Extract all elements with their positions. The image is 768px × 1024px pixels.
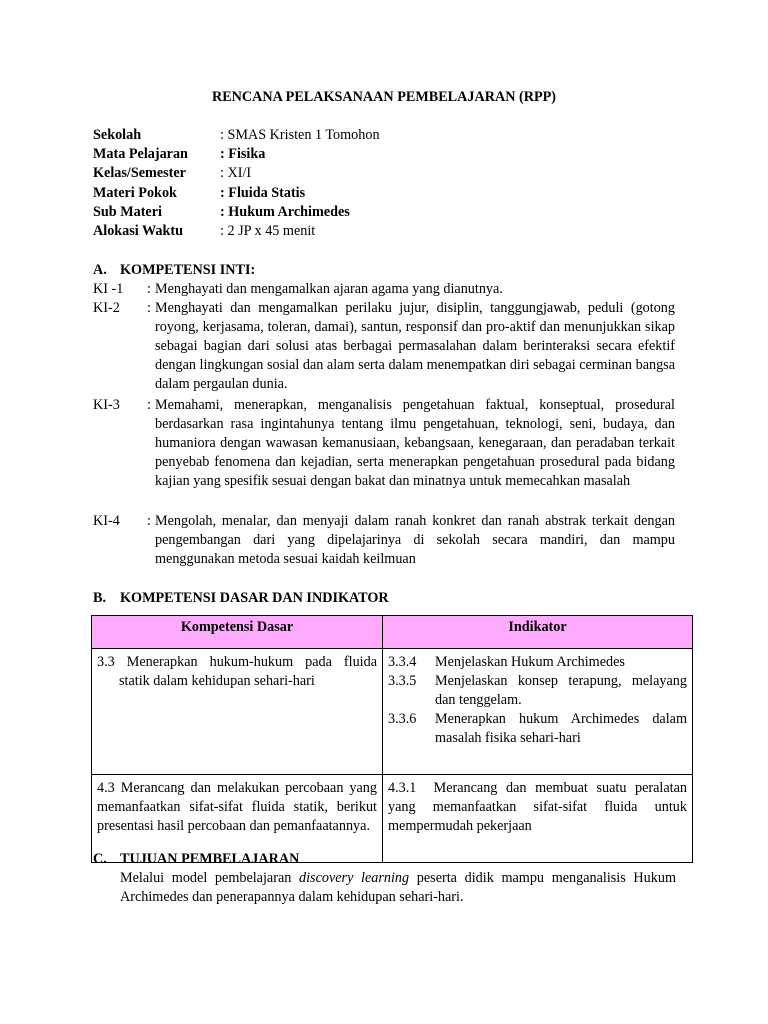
identity-row-kelas-semester	[93, 164, 380, 183]
indicator-item	[388, 653, 687, 672]
indicator-number: 4.3.1	[388, 780, 417, 796]
indicator-text	[388, 779, 687, 836]
ki-colon: :	[147, 397, 151, 413]
section-letter: A.	[93, 262, 107, 278]
ki-code: KI-3	[93, 397, 120, 413]
ki-colon: :	[147, 300, 151, 316]
table-header-indikator: Indikator	[383, 616, 693, 649]
indicator-text: Menerapkan hukum Archimedes dalam masalah fisika sehari-hari	[435, 711, 687, 746]
kd-cell	[92, 649, 383, 775]
ki-text: Mengolah, menalar, dan menyaji dalam ranah konkret dan ranah abstrak terkait dengan pengembangan dari yang dipelajarinya di sekolah secara mandiri, dan mampu menggunakan metoda sesuai kaidah keilmuan	[155, 513, 675, 567]
section-a-heading	[93, 261, 255, 280]
section-letter: B.	[93, 590, 107, 606]
ki-text: Menghayati dan mengamalkan perilaku jujur, disiplin, tanggungjawab, peduli (gotong royong, kerjasama, toleran, damai), santun, responsif dan pro-aktif dan menunjukkan sikap sebagai bagian dari solusi atas berbagai permasalahan dalam berinteraksi secara efektif dengan lingkungan sosial dan alam serta dalam menempatkan diri sebagai cerminan bangsa dalam pergaulan dunia.	[155, 300, 675, 392]
table-header-kompetensi-dasar: Kompetensi Dasar	[92, 616, 383, 649]
indicator-cell	[383, 649, 693, 775]
identity-label: Alokasi Waktu	[93, 222, 184, 239]
tujuan-paragraph	[120, 869, 676, 907]
identity-row-materi-pokok	[93, 184, 380, 203]
section-title: KOMPETENSI DASAR DAN INDIKATOR	[120, 590, 389, 606]
identity-value: : Fluida Statis	[220, 184, 306, 201]
ki-item-2	[93, 299, 675, 394]
document-title: RENCANA PELAKSANAAN PEMBELAJARAN (RPP)	[211, 89, 557, 105]
indicator-text: Menjelaskan Hukum Archimedes	[435, 654, 625, 670]
section-b-heading	[93, 589, 389, 608]
ki-code: KI-4	[93, 513, 120, 529]
ki-item-1	[93, 280, 675, 299]
indicator-item	[388, 710, 687, 748]
kd-text: 3.3 Menerapkan hukum-hukum pada fluida statik dalam kehidupan sehari-hari	[97, 654, 377, 689]
section-title: KOMPETENSI INTI:	[120, 262, 256, 278]
identity-row-alokasi-waktu	[93, 222, 380, 241]
identity-value: : SMAS Kristen 1 Tomohon	[220, 127, 380, 143]
identity-label: Sekolah	[93, 127, 142, 143]
section-letter: C.	[93, 851, 107, 867]
tujuan-text-italic: discovery learning	[299, 870, 410, 886]
kompetensi-table	[91, 615, 693, 863]
table-row	[92, 649, 693, 775]
identity-row-sekolah	[93, 126, 380, 145]
ki-text: Memahami, menerapkan, menganalisis pengetahuan faktual, konseptual, prosedural berdasarkan rasa ingintahunya tentang ilmu pengetahuan, teknologi, seni, budaya, dan humaniora dengan wawasan kemanusiaan, kebangsaan, kenegaraan, dan peradaban terkait penyebab fenomena dan kejadian, serta menerapkan pengetahuan prosedural pada bidang kajian yang spesifik sesuai dengan bakat dan minatnya untuk memecahkan masalah	[155, 397, 675, 489]
table-header-row	[92, 616, 693, 649]
indicator-item	[388, 779, 687, 836]
indicator-text: Menjelaskan konsep terapung, melayang dan tenggelam.	[435, 673, 687, 708]
indicator-number: 3.3.4	[388, 654, 417, 670]
indicator-number: 3.3.6	[388, 711, 417, 727]
identity-label: Mata Pelajaran	[93, 146, 188, 163]
identity-row-sub-materi	[93, 203, 380, 222]
identity-value: : XI/I	[220, 165, 252, 182]
tujuan-text-after: peserta didik mampu menganalisis Hukum Archimedes dan penerapannya dalam kehidupan sehari-hari.	[120, 870, 676, 905]
ki-code: KI-2	[93, 300, 120, 316]
indicator-cell	[383, 775, 693, 863]
identity-label: Materi Pokok	[93, 184, 177, 201]
ki-code: KI -1	[93, 281, 124, 297]
ki-colon: :	[147, 281, 151, 297]
identity-value: : Hukum Archimedes	[220, 203, 350, 220]
section-title: TUJUAN PEMBELAJARAN	[120, 851, 300, 867]
identity-block	[93, 126, 380, 241]
identity-value: : 2 JP x 45 menit	[220, 222, 316, 239]
ki-text: Menghayati dan mengamalkan ajaran agama yang dianutnya.	[155, 281, 503, 297]
indicator-number: 3.3.5	[388, 673, 417, 689]
ki-item-3	[93, 396, 675, 491]
ki-colon: :	[147, 513, 151, 529]
identity-value: : Fisika	[220, 146, 266, 163]
identity-label: Kelas/Semester	[93, 165, 186, 182]
identity-label: Sub Materi	[93, 203, 162, 220]
indicator-item	[388, 672, 687, 710]
ki-item-4	[93, 512, 675, 569]
indicator-text-content: Merancang dan membuat suatu peralatan yang memanfaatkan sifat-sifat fluida untuk mempermudah pekerjaan	[388, 780, 687, 834]
identity-row-mata-pelajaran	[93, 145, 380, 164]
kd-text: 4.3 Merancang dan melakukan percobaan yang memanfaatkan sifat-sifat fluida statik, berikut presentasi hasil percobaan dan pemanfaatannya.	[97, 780, 377, 834]
section-c-heading	[93, 850, 299, 869]
tujuan-text-before: Melalui model pembelajaran	[120, 870, 300, 886]
